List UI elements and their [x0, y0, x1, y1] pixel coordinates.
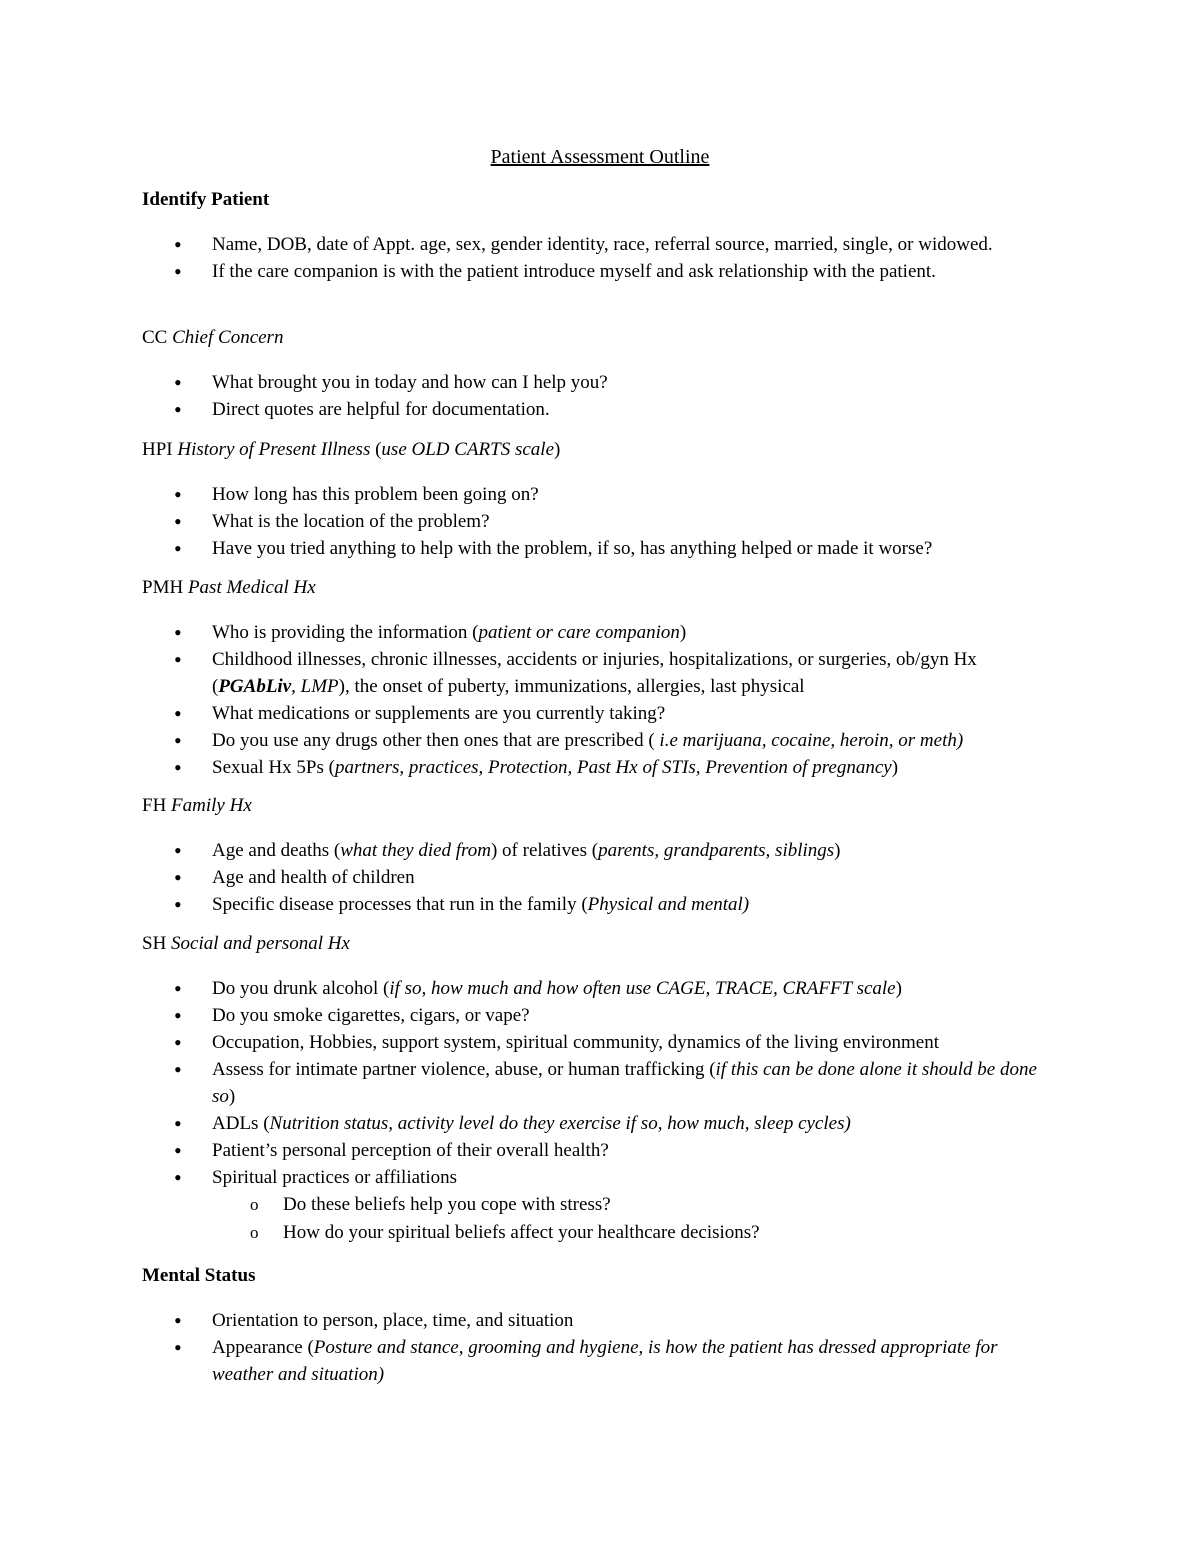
- item-text: Age and deaths (: [212, 840, 341, 861]
- sh-list: [142, 975, 1062, 1191]
- section-identify-patient: [142, 189, 1062, 285]
- heading-paren-text: use OLD CARTS scale: [381, 439, 554, 460]
- list-item: [142, 619, 1062, 646]
- section-heading-mental-status: Mental Status: [142, 1265, 256, 1286]
- item-text: Do you use any drugs other then ones that are prescribed (: [212, 730, 655, 751]
- item-italic: if so, how much and how often use CAGE, TRACE, CRAFFT scale: [389, 978, 896, 999]
- heading-paren-close: ): [554, 439, 561, 460]
- item-italic: , LMP: [291, 676, 339, 697]
- list-item: • Occupation, Hobbies, support system, spiritual community, dynamics of the living environment: [142, 1029, 1062, 1056]
- sub-list-item: o How do your spiritual beliefs affect your healthcare decisions?: [142, 1219, 1062, 1247]
- section-hpi: [142, 439, 1062, 562]
- list-item: • Do you smoke cigarettes, cigars, or vape?: [142, 1002, 1062, 1029]
- item-italic: parents, grandparents, siblings: [598, 840, 835, 861]
- list-item: [142, 891, 1062, 918]
- list-item: [142, 1056, 1062, 1110]
- list-item: • What is the location of the problem?: [142, 508, 1062, 535]
- section-heading-hpi: [142, 439, 1062, 461]
- list-item: • Orientation to person, place, time, and situation: [142, 1307, 1062, 1334]
- item-text: ), the onset of puberty, immunizations, allergies, last physical: [338, 676, 805, 697]
- list-item: [142, 837, 1062, 864]
- item-text: Assess for intimate partner violence, abuse, or human trafficking (: [212, 1059, 716, 1080]
- item-text: Appearance (: [212, 1337, 314, 1358]
- list-item: • Spiritual practices or affiliations: [142, 1164, 1062, 1191]
- item-text: ): [895, 978, 902, 999]
- item-text: Childhood illnesses, chronic illnesses, accidents or injuries, hospitalizations, or surgeries, ob/gyn Hx (: [212, 649, 977, 697]
- list-item: • Name, DOB, date of Appt. age, sex, gender identity, race, referral source, married, single, or widowed.: [142, 231, 1062, 258]
- heading-code: CC: [142, 327, 168, 348]
- item-text: Do you drunk alcohol (: [212, 978, 390, 999]
- list-item: • Age and health of children: [142, 864, 1062, 891]
- heading-code: SH: [142, 933, 167, 954]
- item-bold-italic: PGAbLiv: [218, 676, 292, 697]
- item-italic: Physical and mental): [587, 894, 750, 915]
- heading-name: Past Medical Hx: [187, 577, 316, 598]
- item-text: Specific disease processes that run in the family (: [212, 894, 588, 915]
- item-italic: Posture and stance, grooming and hygiene, is how the patient has dressed appropriate for weather and situation): [212, 1337, 998, 1385]
- heading-code: FH: [142, 795, 167, 816]
- cc-list: [142, 369, 1062, 423]
- section-heading-fh: [142, 795, 1062, 817]
- list-item: • How long has this problem been going on?: [142, 481, 1062, 508]
- item-italic: what they died from: [340, 840, 491, 861]
- section-sh: [142, 933, 1062, 1247]
- section-heading-identify: Identify Patient: [142, 189, 270, 210]
- heading-name: Social and personal Hx: [171, 933, 350, 954]
- heading-code: HPI: [142, 439, 173, 460]
- heading-paren-open: (: [375, 439, 382, 460]
- list-item: [142, 754, 1062, 781]
- pmh-list: [142, 619, 1062, 781]
- section-pmh: [142, 577, 1062, 781]
- ms-list: [142, 1307, 1062, 1388]
- list-item: • What medications or supplements are you currently taking?: [142, 700, 1062, 727]
- fh-list: [142, 837, 1062, 918]
- section-heading-pmh: [142, 577, 1062, 599]
- sh-sublist: [142, 1191, 1062, 1247]
- list-item: [142, 1334, 1062, 1388]
- list-item: • What brought you in today and how can I help you?: [142, 369, 1062, 396]
- item-text: ADLs (: [212, 1113, 270, 1134]
- section-mental-status: [142, 1265, 1062, 1388]
- list-item: • If the care companion is with the patient introduce myself and ask relationship with the patient.: [142, 258, 1062, 285]
- heading-name: Chief Concern: [172, 327, 284, 348]
- list-item: [142, 975, 1062, 1002]
- sub-list-item: o Do these beliefs help you cope with stress?: [142, 1191, 1062, 1219]
- item-italic: Nutrition status, activity level do they exercise if so, how much, sleep cycles): [269, 1113, 851, 1134]
- item-text: ): [228, 1086, 236, 1107]
- section-heading-sh: [142, 933, 1062, 955]
- list-item: • Have you tried anything to help with the problem, if so, has anything helped or made it worse?: [142, 535, 1062, 562]
- item-italic: partners, practices, Protection, Past Hx of STIs, Prevention of pregnancy: [334, 757, 892, 778]
- identify-list: [142, 231, 1062, 285]
- item-text: ): [834, 840, 841, 861]
- list-item: • Direct quotes are helpful for documentation.: [142, 396, 1062, 423]
- list-item: [142, 1110, 1062, 1137]
- hpi-list: [142, 481, 1062, 562]
- section-chief-concern: [142, 327, 1062, 423]
- section-fh: [142, 795, 1062, 918]
- heading-name: History of Present Illness: [177, 439, 371, 460]
- item-text: ): [679, 622, 687, 643]
- page-title: Patient Assessment Outline: [490, 146, 710, 168]
- heading-code: PMH: [142, 577, 184, 598]
- item-italic: patient or care companion: [478, 622, 680, 643]
- item-italic: if this can be done alone it should be done so: [212, 1059, 1037, 1107]
- item-text: Sexual Hx 5Ps (: [212, 757, 335, 778]
- section-heading-cc: [142, 327, 1062, 349]
- list-item: [142, 727, 1062, 754]
- item-text: ) of relatives (: [490, 840, 599, 861]
- item-text: ): [891, 757, 899, 778]
- item-italic: i.e marijuana, cocaine, heroin, or meth): [654, 730, 964, 751]
- list-item: • Patient’s personal perception of their overall health?: [142, 1137, 1062, 1164]
- list-item: [142, 646, 1062, 700]
- item-text: Who is providing the information (: [212, 622, 479, 643]
- heading-name: Family Hx: [171, 795, 252, 816]
